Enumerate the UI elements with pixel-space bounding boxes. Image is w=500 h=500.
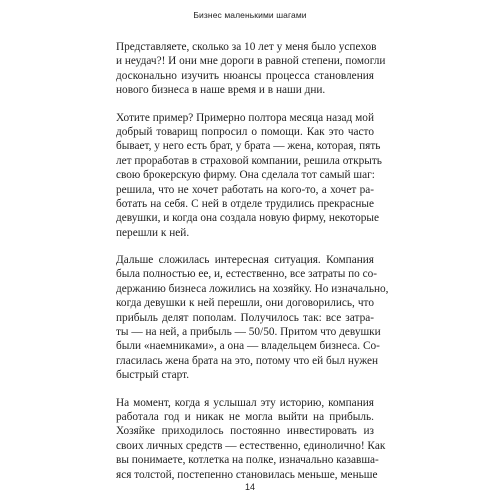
text-line: Хозяйке приходилось постоянно инвестировать из <box>116 425 374 438</box>
text-line: держанию бизнеса ложились на хозяйку. Но изначально, <box>116 282 389 295</box>
running-head: Бизнес маленькими шагами <box>193 10 307 20</box>
text-line: были «наемниками», а она — владельцем бизнеса. Со- <box>116 340 380 353</box>
text-line: вы понимаете, котлетка на полке, изначально казавша- <box>116 454 379 467</box>
body-text <box>116 40 389 495</box>
paragraph-2 <box>116 111 382 241</box>
text-line: решила, что не хочет работать на кого-то, а хочет ра- <box>116 183 374 196</box>
text-line: нового бизнеса в наше время и в наши дни. <box>116 84 326 97</box>
text-line: перешли к ней. <box>116 226 190 239</box>
page-number: 14 <box>244 482 255 492</box>
text-line: девушки, и когда она создала новую фирму, некоторые <box>116 212 379 225</box>
text-line: Представляете, сколько за 10 лет у меня было успехов <box>116 41 377 53</box>
text-line: прибыль делят пополам. Получилось так: все затра- <box>116 311 374 324</box>
text-line: работала год и никак не могла выйти на прибыль. <box>116 410 374 423</box>
text-line: была полностью ее, и, естественно, все затраты по со- <box>116 268 378 281</box>
text-line: гласилась жена брата на это, потому что ей был нужен <box>116 354 379 367</box>
text-line: Дальше сложилась интересная ситуация. Компания <box>116 254 374 267</box>
text-line: когда девушки к ней перешли, они договорились, что <box>116 297 374 310</box>
paragraph-4 <box>116 396 386 482</box>
paragraph-3 <box>116 253 389 383</box>
text-line: Хотите пример? Примерно полтора месяца назад мой <box>116 111 374 124</box>
text-line: яся толстой, постепенно становилась меньше, меньше <box>116 468 378 481</box>
text-line: своих личных средств — естественно, единолично! Как <box>116 439 386 452</box>
text-line: ботать на себя. С ней в отделе трудились прекрасные <box>116 197 374 210</box>
text-line: досконально изучить нюансы процесса становления <box>116 69 374 82</box>
text-line: добрый товарищ попросил о помощи. Как это часто <box>116 125 374 138</box>
text-line: лет проработав в страховой компании, решила открыть <box>116 154 382 167</box>
text-line: бывает, у него есть брат, у брата — жена, которая, пять <box>116 140 381 153</box>
text-line: и неудач?! И они мне дороги в равной степени, помогли <box>116 55 386 68</box>
paragraph-1 <box>116 40 386 98</box>
text-line: быстрый старт. <box>116 369 190 382</box>
text-line: На момент, когда я услышал эту историю, компания <box>116 396 374 409</box>
text-line: свою брокерскую фирму. Она сделала тот самый шаг: <box>116 169 375 182</box>
text-line: ты — на ней, а прибыль — 50/50. Притом что девушки <box>116 326 381 339</box>
